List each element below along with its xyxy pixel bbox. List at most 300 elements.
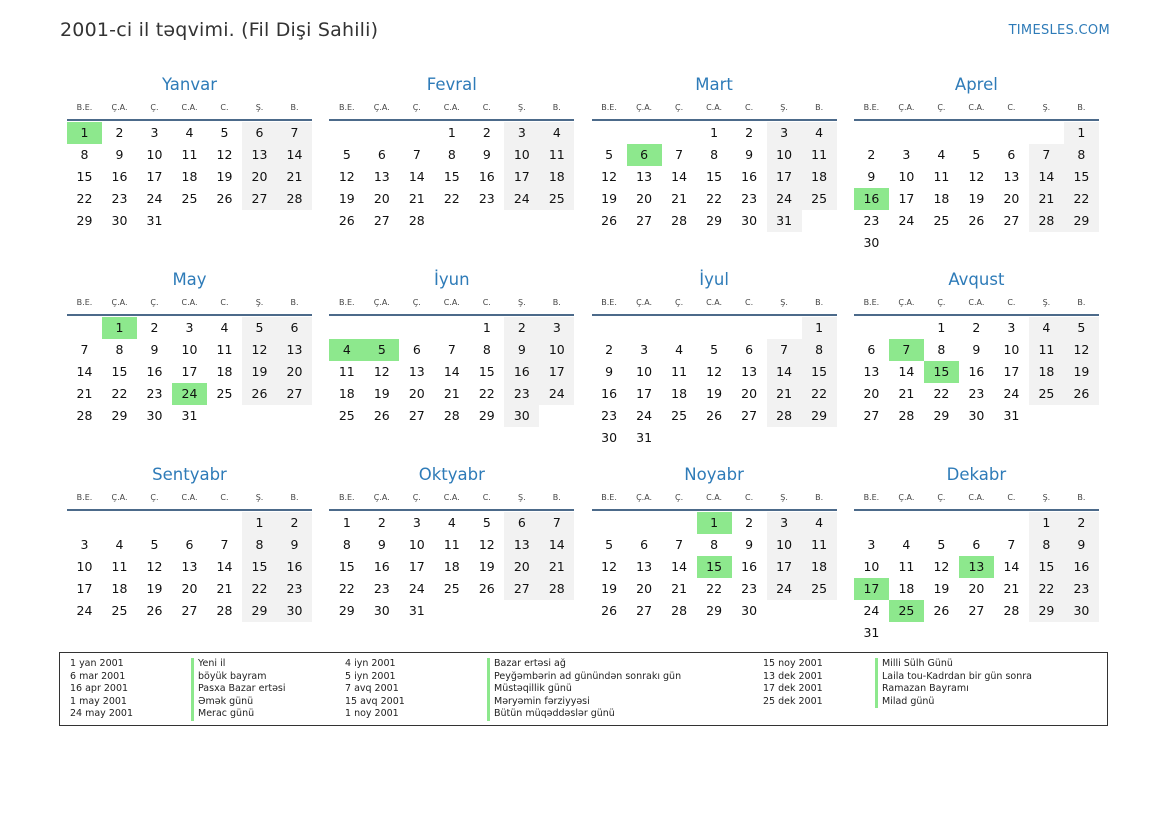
- day-cell: 6: [504, 512, 539, 534]
- day-cell: 18: [933, 191, 950, 206]
- day-cell: 21: [408, 191, 425, 206]
- day-cell: 13: [1003, 169, 1020, 184]
- day-cell: 16: [277, 556, 312, 578]
- weekday-label: Ç.: [937, 103, 946, 112]
- week-row: [329, 361, 574, 383]
- day-cell: 26: [933, 603, 950, 618]
- day-cell: 30: [968, 408, 985, 423]
- day-cell: 1: [937, 320, 946, 335]
- day-cell: 4: [220, 320, 229, 335]
- day-cell: 23: [504, 383, 539, 405]
- legend-date: 13 dek 2001: [763, 670, 823, 682]
- day-cell: 28: [767, 405, 802, 427]
- month-name: Avqust: [948, 270, 1005, 289]
- day-cell: 14: [767, 361, 802, 383]
- day-cell: 7: [447, 342, 456, 357]
- empty-cell: [277, 405, 312, 427]
- empty-cell: [399, 317, 434, 339]
- day-cell: 3: [767, 512, 802, 534]
- weekday-label: B.: [290, 103, 299, 112]
- empty-cell: [329, 317, 364, 339]
- week-row: [67, 361, 312, 383]
- holiday-legend: [59, 652, 1108, 726]
- day-cell: 16: [373, 559, 390, 574]
- week-row: [67, 578, 312, 600]
- weekday-label: B.E.: [338, 103, 355, 112]
- day-cell: 4: [902, 537, 911, 552]
- weekday-label: C.A.: [443, 103, 460, 112]
- week-row: [67, 166, 312, 188]
- day-cell: 22: [706, 191, 723, 206]
- day-cell: 17: [854, 578, 889, 600]
- day-cell: 17: [767, 556, 802, 578]
- day-cell: 18: [539, 166, 574, 188]
- empty-cell: [434, 210, 469, 232]
- day-cell: 14: [671, 559, 688, 574]
- weekday-label: B.: [815, 298, 824, 307]
- empty-cell: [539, 210, 574, 232]
- weekday-header: [592, 486, 837, 509]
- day-cell: 8: [937, 342, 946, 357]
- weekday-label: Ç.A.: [898, 493, 915, 502]
- empty-cell: [1064, 622, 1099, 644]
- empty-cell: [469, 600, 504, 622]
- empty-cell: [207, 405, 242, 427]
- month-name: May: [172, 270, 207, 289]
- empty-cell: [627, 122, 662, 144]
- day-cell: 10: [146, 147, 163, 162]
- empty-cell: [994, 122, 1029, 144]
- month-block: [854, 269, 1099, 464]
- day-cell: 24: [76, 603, 93, 618]
- day-cell: 4: [329, 339, 364, 361]
- day-cell: 4: [539, 122, 574, 144]
- weekday-label: Ç.: [675, 298, 684, 307]
- day-cell: 3: [150, 125, 159, 140]
- day-cell: 12: [146, 559, 163, 574]
- weekday-header: [592, 96, 837, 119]
- day-cell: 10: [898, 169, 915, 184]
- day-cell: 25: [671, 408, 688, 423]
- legend-date: 16 apr 2001: [70, 683, 129, 695]
- day-cell: 29: [478, 408, 495, 423]
- day-cell: 7: [277, 122, 312, 144]
- weekday-label: Ş.: [780, 298, 788, 307]
- day-cell: 6: [640, 537, 649, 552]
- weekday-label: Ç.A.: [111, 493, 128, 502]
- day-cell: 4: [447, 515, 456, 530]
- empty-cell: [924, 122, 959, 144]
- day-cell: 27: [741, 408, 758, 423]
- day-cell: 8: [710, 537, 719, 552]
- weekday-label: C.A.: [968, 298, 985, 307]
- week-row: [854, 383, 1099, 405]
- empty-cell: [662, 122, 697, 144]
- day-cell: 3: [539, 317, 574, 339]
- weekday-label: C.: [1007, 103, 1016, 112]
- day-cell: 1: [710, 125, 719, 140]
- day-cell: 31: [408, 603, 425, 618]
- week-row: [67, 317, 312, 339]
- weekday-label: C.: [745, 493, 754, 502]
- weekday-label: Ç.: [150, 298, 159, 307]
- day-cell: 29: [933, 408, 950, 423]
- empty-cell: [802, 427, 837, 449]
- weekday-label: Ç.: [150, 103, 159, 112]
- empty-cell: [172, 210, 207, 232]
- week-row: [854, 317, 1099, 339]
- day-cell: 21: [898, 386, 915, 401]
- day-cell: 17: [1003, 364, 1020, 379]
- day-cell: 17: [898, 191, 915, 206]
- legend-holiday-name: Laila tou-Kadrdan bir gün sonra: [875, 671, 1032, 684]
- day-cell: 11: [1029, 339, 1064, 361]
- day-cell: 27: [181, 603, 198, 618]
- day-cell: 29: [242, 600, 277, 622]
- brand-link[interactable]: TIMESLES.COM: [1008, 23, 1110, 38]
- weekday-label: Ç.A.: [111, 298, 128, 307]
- day-cell: 4: [1029, 317, 1064, 339]
- day-cell: 22: [1064, 188, 1099, 210]
- weekday-label: B.: [552, 298, 561, 307]
- day-cell: 25: [802, 188, 837, 210]
- month-name: Dekabr: [946, 465, 1007, 484]
- day-cell: 12: [373, 364, 390, 379]
- day-cell: 14: [1029, 166, 1064, 188]
- day-cell: 17: [767, 166, 802, 188]
- weekday-label: B.: [290, 298, 299, 307]
- header-divider: [67, 509, 312, 511]
- week-row: [329, 210, 574, 232]
- day-cell: 14: [898, 364, 915, 379]
- day-cell: 15: [802, 361, 837, 383]
- weekday-label: Ç.: [150, 493, 159, 502]
- week-row: [67, 405, 312, 427]
- day-cell: 10: [767, 144, 802, 166]
- day-cell: 7: [1007, 537, 1016, 552]
- weekday-label: B.E.: [338, 493, 355, 502]
- month-name: Aprel: [954, 75, 998, 94]
- day-cell: 13: [741, 364, 758, 379]
- day-cell: 29: [706, 603, 723, 618]
- day-cell: 6: [1007, 147, 1016, 162]
- day-cell: 25: [889, 600, 924, 622]
- legend-date: 25 dek 2001: [763, 695, 823, 707]
- day-cell: 28: [76, 408, 93, 423]
- week-row: [592, 188, 837, 210]
- day-cell: 21: [767, 383, 802, 405]
- day-cell: 5: [342, 147, 351, 162]
- legend-names-col-1: [191, 658, 286, 721]
- day-cell: 13: [242, 144, 277, 166]
- weekday-label: C.: [220, 493, 229, 502]
- day-cell: 1: [482, 320, 491, 335]
- week-row: [329, 144, 574, 166]
- day-cell: 5: [150, 537, 159, 552]
- weekday-label: C.A.: [706, 493, 723, 502]
- day-cell: 15: [242, 556, 277, 578]
- day-cell: 23: [741, 191, 758, 206]
- day-cell: 29: [802, 405, 837, 427]
- day-cell: 7: [80, 342, 89, 357]
- weekday-label: Ş.: [255, 103, 264, 112]
- day-cell: 4: [675, 342, 684, 357]
- week-row: [854, 361, 1099, 383]
- day-cell: 31: [1003, 408, 1020, 423]
- day-cell: 12: [706, 364, 723, 379]
- weekday-label: Ç.: [937, 493, 946, 502]
- day-cell: 14: [1003, 559, 1020, 574]
- day-cell: 31: [636, 430, 653, 445]
- month-name: Fevral: [426, 75, 477, 94]
- weekday-label: C.A.: [443, 298, 460, 307]
- day-cell: 15: [1029, 556, 1064, 578]
- day-cell: 2: [482, 125, 491, 140]
- header-divider: [854, 314, 1099, 316]
- week-row: [592, 600, 837, 622]
- empty-cell: [959, 622, 994, 644]
- day-cell: 12: [601, 559, 618, 574]
- weekday-label: Ç.: [412, 298, 421, 307]
- day-cell: 20: [504, 556, 539, 578]
- day-cell: 26: [373, 408, 390, 423]
- legend-date: 15 avq 2001: [345, 695, 405, 707]
- day-cell: 22: [933, 386, 950, 401]
- empty-cell: [662, 512, 697, 534]
- day-cell: 21: [1003, 581, 1020, 596]
- day-cell: 27: [408, 408, 425, 423]
- weekday-label: B.: [290, 493, 299, 502]
- empty-cell: [627, 317, 662, 339]
- empty-cell: [434, 600, 469, 622]
- weekday-label: B.: [552, 493, 561, 502]
- day-cell: 25: [216, 386, 233, 401]
- month-block: [67, 464, 312, 659]
- week-row: [329, 556, 574, 578]
- empty-cell: [854, 122, 889, 144]
- empty-cell: [959, 232, 994, 254]
- day-cell: 21: [671, 581, 688, 596]
- month-block: [592, 74, 837, 269]
- day-cell: 24: [504, 188, 539, 210]
- day-cell: 6: [277, 317, 312, 339]
- week-row: [67, 339, 312, 361]
- empty-cell: [434, 317, 469, 339]
- week-row: [854, 556, 1099, 578]
- legend-date: 17 dek 2001: [763, 683, 823, 695]
- day-cell: 3: [640, 342, 649, 357]
- day-cell: 19: [601, 191, 618, 206]
- week-row: [592, 383, 837, 405]
- empty-cell: [329, 122, 364, 144]
- week-row: [854, 188, 1099, 210]
- day-cell: 1: [67, 122, 102, 144]
- day-cell: 15: [706, 169, 723, 184]
- day-cell: 17: [504, 166, 539, 188]
- day-cell: 8: [1029, 534, 1064, 556]
- legend-date: 7 avq 2001: [345, 683, 399, 695]
- day-cell: 16: [111, 169, 128, 184]
- day-cell: 24: [146, 191, 163, 206]
- empty-cell: [207, 210, 242, 232]
- empty-cell: [767, 317, 802, 339]
- day-cell: 14: [671, 169, 688, 184]
- day-cell: 22: [76, 191, 93, 206]
- day-cell: 17: [408, 559, 425, 574]
- day-cell: 24: [1003, 386, 1020, 401]
- weekday-label: B.E.: [76, 493, 93, 502]
- day-cell: 31: [863, 625, 880, 640]
- empty-cell: [662, 427, 697, 449]
- day-cell: 18: [802, 556, 837, 578]
- week-row: [329, 600, 574, 622]
- day-cell: 5: [482, 515, 491, 530]
- day-cell: 11: [671, 364, 688, 379]
- day-cell: 24: [767, 188, 802, 210]
- day-cell: 19: [373, 386, 390, 401]
- day-cell: 13: [373, 169, 390, 184]
- month-block: [854, 464, 1099, 659]
- day-cell: 28: [898, 408, 915, 423]
- empty-cell: [767, 427, 802, 449]
- day-cell: 11: [539, 144, 574, 166]
- day-cell: 23: [968, 386, 985, 401]
- day-cell: 23: [111, 191, 128, 206]
- weekday-label: C.: [220, 298, 229, 307]
- empty-cell: [697, 427, 732, 449]
- day-cell: 27: [277, 383, 312, 405]
- day-cell: 24: [539, 383, 574, 405]
- day-cell: 25: [1029, 383, 1064, 405]
- weekday-label: C.: [745, 298, 754, 307]
- day-cell: 21: [671, 191, 688, 206]
- month-block: [854, 74, 1099, 269]
- header-divider: [592, 119, 837, 121]
- day-cell: 16: [968, 364, 985, 379]
- day-cell: 7: [539, 512, 574, 534]
- day-cell: 8: [80, 147, 89, 162]
- day-cell: 2: [605, 342, 614, 357]
- weekday-label: B.: [1077, 493, 1086, 502]
- day-cell: 3: [80, 537, 89, 552]
- week-row: [854, 232, 1099, 254]
- day-cell: 25: [443, 581, 460, 596]
- day-cell: 4: [937, 147, 946, 162]
- week-row: [329, 578, 574, 600]
- empty-cell: [67, 512, 102, 534]
- empty-cell: [732, 427, 767, 449]
- day-cell: 21: [443, 386, 460, 401]
- day-cell: 16: [504, 361, 539, 383]
- weekday-label: Ç.A.: [636, 298, 653, 307]
- day-cell: 9: [745, 537, 754, 552]
- day-cell: 23: [373, 581, 390, 596]
- day-cell: 11: [443, 537, 460, 552]
- day-cell: 8: [242, 534, 277, 556]
- empty-cell: [207, 512, 242, 534]
- day-cell: 30: [1064, 600, 1099, 622]
- weekday-header: [854, 291, 1099, 314]
- weekday-header: [67, 486, 312, 509]
- month-block: [592, 464, 837, 659]
- empty-cell: [889, 122, 924, 144]
- weekday-label: Ç.A.: [111, 103, 128, 112]
- week-row: [592, 122, 837, 144]
- day-cell: 16: [854, 188, 889, 210]
- weekday-label: Ş.: [255, 493, 264, 502]
- day-cell: 12: [1064, 339, 1099, 361]
- day-cell: 10: [767, 534, 802, 556]
- month-block: [329, 464, 574, 659]
- day-cell: 12: [601, 169, 618, 184]
- day-cell: 17: [539, 361, 574, 383]
- day-cell: 29: [111, 408, 128, 423]
- day-cell: 1: [102, 317, 137, 339]
- weekday-label: Ç.: [675, 493, 684, 502]
- header-divider: [329, 509, 574, 511]
- day-cell: 13: [408, 364, 425, 379]
- weekday-label: B.E.: [338, 298, 355, 307]
- day-cell: 30: [504, 405, 539, 427]
- empty-cell: [399, 122, 434, 144]
- day-cell: 13: [636, 169, 653, 184]
- day-cell: 8: [447, 147, 456, 162]
- day-cell: 1: [802, 317, 837, 339]
- weekday-label: Ç.A.: [373, 103, 390, 112]
- weekday-label: Ç.A.: [636, 103, 653, 112]
- week-row: [854, 534, 1099, 556]
- header-divider: [67, 119, 312, 121]
- day-cell: 20: [181, 581, 198, 596]
- day-cell: 26: [968, 213, 985, 228]
- day-cell: 2: [377, 515, 386, 530]
- week-row: [592, 512, 837, 534]
- header-divider: [329, 119, 574, 121]
- empty-cell: [662, 317, 697, 339]
- day-cell: 26: [478, 581, 495, 596]
- legend-holiday-name: Merac günü: [191, 708, 286, 721]
- empty-cell: [1064, 405, 1099, 427]
- header-divider: [854, 509, 1099, 511]
- empty-cell: [924, 622, 959, 644]
- month-block: [67, 74, 312, 269]
- day-cell: 4: [185, 125, 194, 140]
- empty-cell: [1029, 405, 1064, 427]
- weekday-header: [329, 486, 574, 509]
- day-cell: 2: [745, 515, 754, 530]
- day-cell: 24: [898, 213, 915, 228]
- day-cell: 29: [1064, 210, 1099, 232]
- empty-cell: [592, 122, 627, 144]
- day-cell: 30: [601, 430, 618, 445]
- week-row: [67, 122, 312, 144]
- month-name: Noyabr: [684, 465, 744, 484]
- day-cell: 22: [1029, 578, 1064, 600]
- day-cell: 1: [697, 512, 732, 534]
- day-cell: 16: [146, 364, 163, 379]
- day-cell: 11: [933, 169, 950, 184]
- month-name: Oktyabr: [418, 465, 485, 484]
- weekday-label: C.: [482, 103, 491, 112]
- day-cell: 8: [802, 339, 837, 361]
- weekday-label: B.: [1077, 298, 1086, 307]
- week-row: [592, 339, 837, 361]
- day-cell: 25: [539, 188, 574, 210]
- week-row: [592, 578, 837, 600]
- legend-holiday-name: Yeni il: [191, 658, 286, 671]
- weekday-label: Ş.: [517, 103, 526, 112]
- day-cell: 25: [181, 191, 198, 206]
